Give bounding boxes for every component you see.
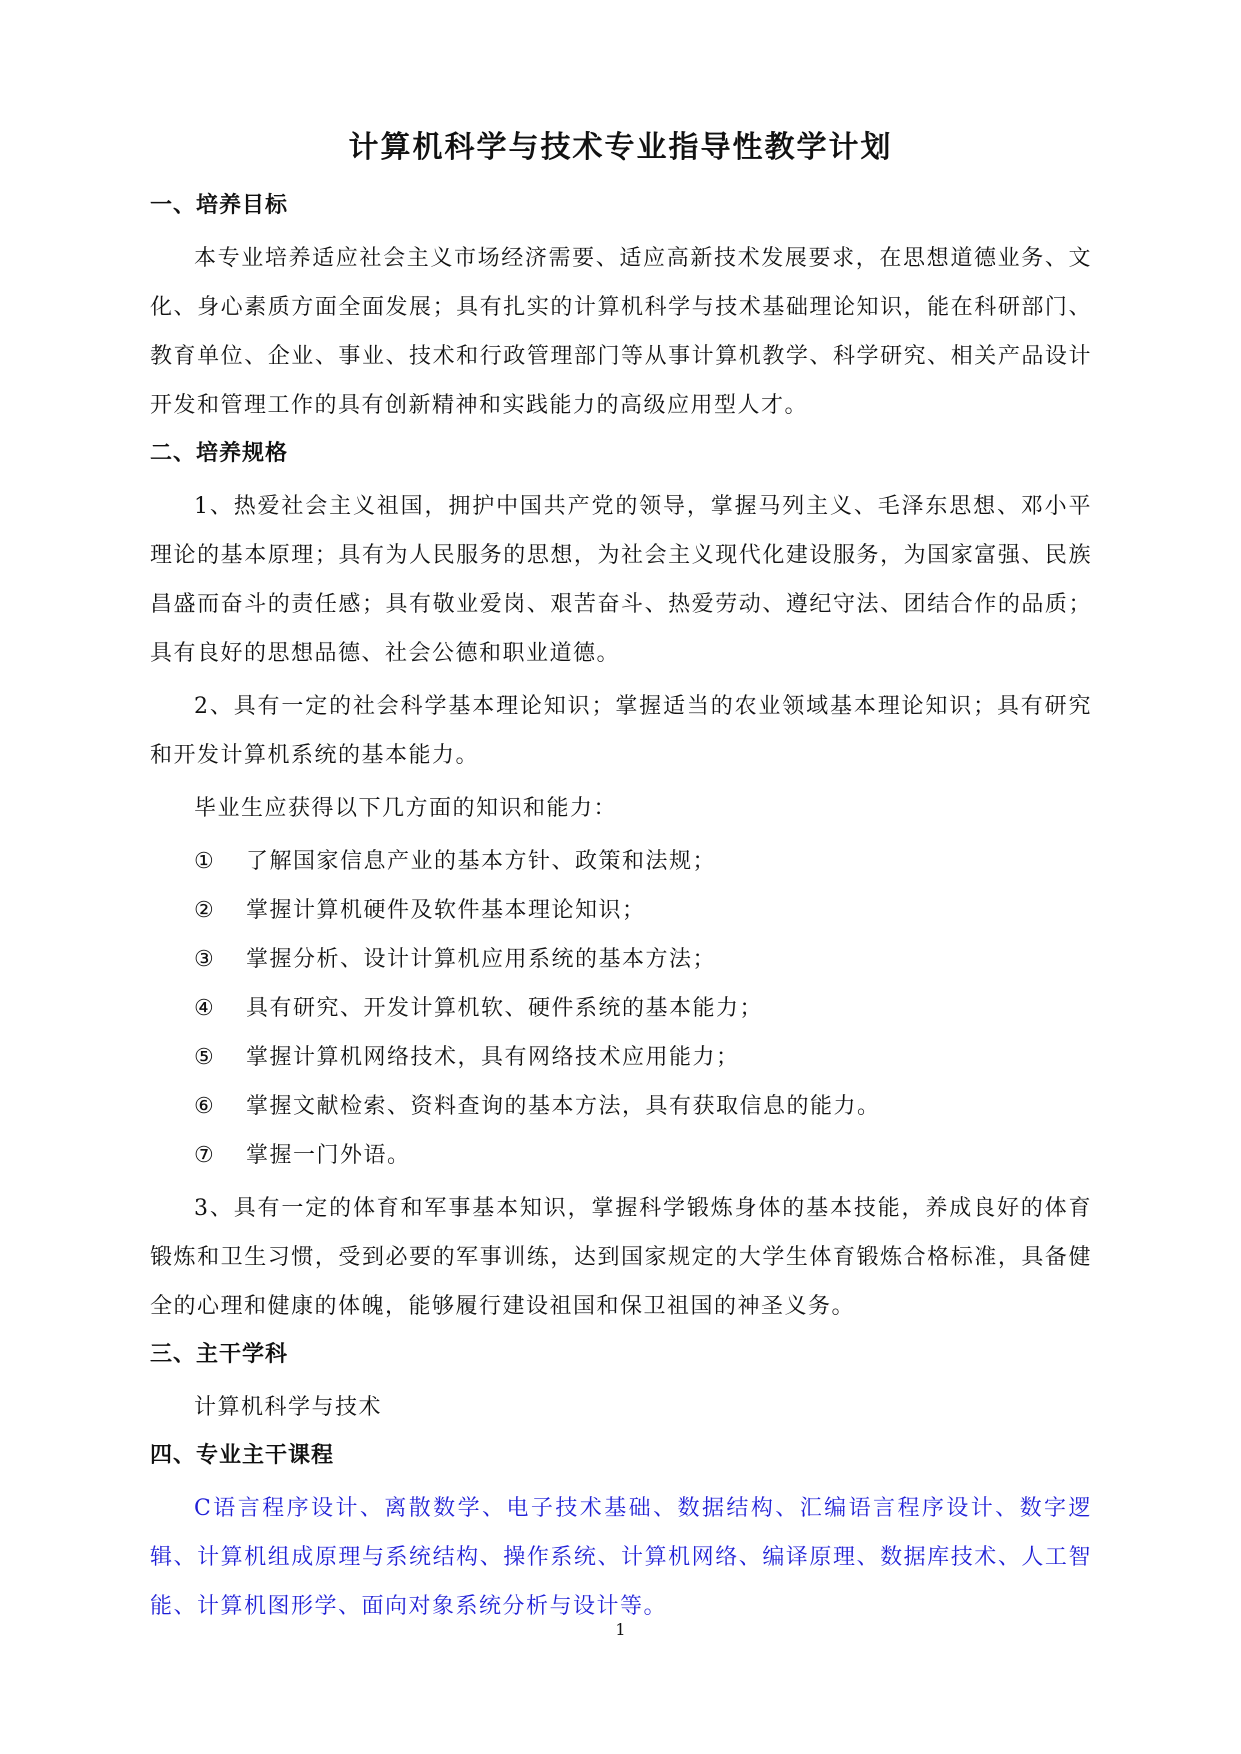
list-item — [150, 1082, 1092, 1131]
list-item-text: 掌握计算机网络技术，具有网络技术应用能力； — [246, 1045, 740, 1070]
list-item-text: 掌握分析、设计计算机应用系统的基本方法； — [246, 947, 717, 972]
section-heading-training-specifications: 二、培养规格 — [150, 441, 289, 466]
main-discipline-text: 计算机科学与技术 — [194, 1395, 383, 1420]
list-item-number: ① — [194, 849, 216, 874]
specification-paragraph-2: 2、具有一定的社会科学基本理论知识；掌握适当的农业领域基本理论知识；具有研究和开发计算机系统的基本能力。 — [150, 694, 1092, 768]
list-item-text: 掌握计算机硬件及软件基本理论知识； — [246, 898, 646, 923]
document-body — [150, 190, 1092, 1635]
list-item — [150, 935, 1092, 984]
section-heading-core-courses: 四、专业主干课程 — [150, 1443, 335, 1468]
core-courses-paragraph: C语言程序设计、离散数学、电子技术基础、数据结构、汇编语言程序设计、数字逻辑、计算机组成原理与系统结构、操作系统、计算机网络、编译原理、数据库技术、人工智能、计算机图形学、面向对象系统分析与设计等。 — [150, 1496, 1092, 1619]
list-item — [150, 837, 1092, 886]
list-item — [150, 886, 1092, 935]
list-item-number: ⑦ — [194, 1143, 216, 1168]
section-heading-training-objectives: 一、培养目标 — [150, 193, 289, 218]
list-item-number: ② — [194, 898, 216, 923]
list-item-text: 具有研究、开发计算机软、硬件系统的基本能力； — [246, 996, 764, 1021]
list-item-number: ④ — [194, 996, 216, 1021]
training-objectives-paragraph: 本专业培养适应社会主义市场经济需要、适应高新技术发展要求，在思想道德业务、文化、身心素质方面全面发展；具有扎实的计算机科学与技术基础理论知识，能在科研部门、教育单位、企业、事业、技术和行政管理部门等从事计算机教学、科学研究、相关产品设计开发和管理工作的具有创新精神和实践能力的高级应用型人才。 — [150, 246, 1092, 418]
specification-paragraph-1: 1、热爱社会主义祖国，拥护中国共产党的领导，掌握马列主义、毛泽东思想、邓小平理论的基本原理；具有为人民服务的思想，为社会主义现代化建设服务，为国家富强、民族昌盛而奋斗的责任感；具有敬业爱岗、艰苦奋斗、热爱劳动、遵纪守法、团结合作的品质；具有良好的思想品德、社会公德和职业道德。 — [150, 494, 1092, 666]
page-number: 1 — [615, 1620, 626, 1639]
section-heading-main-discipline: 三、主干学科 — [150, 1342, 289, 1367]
ability-list — [150, 837, 1092, 1180]
list-item-number: ③ — [194, 947, 216, 972]
graduate-abilities-intro: 毕业生应获得以下几方面的知识和能力： — [194, 796, 618, 821]
list-item-number: ⑥ — [194, 1094, 216, 1119]
list-item-text: 掌握文献检索、资料查询的基本方法，具有获取信息的能力。 — [246, 1094, 881, 1119]
specification-paragraph-3: 3、具有一定的体育和军事基本知识，掌握科学锻炼身体的基本技能，养成良好的体育锻炼和卫生习惯，受到必要的军事训练，达到国家规定的大学生体育锻炼合格标准，具备健全的心理和健康的体魄，能够履行建设祖国和保卫祖国的神圣义务。 — [150, 1196, 1092, 1319]
list-item — [150, 1131, 1092, 1180]
list-item — [150, 1033, 1092, 1082]
list-item-text: 了解国家信息产业的基本方针、政策和法规； — [246, 849, 717, 874]
list-item — [150, 984, 1092, 1033]
list-item-number: ⑤ — [194, 1045, 216, 1070]
list-item-text: 掌握一门外语。 — [246, 1143, 411, 1168]
document-title: 计算机科学与技术专业指导性教学计划 — [348, 130, 893, 165]
